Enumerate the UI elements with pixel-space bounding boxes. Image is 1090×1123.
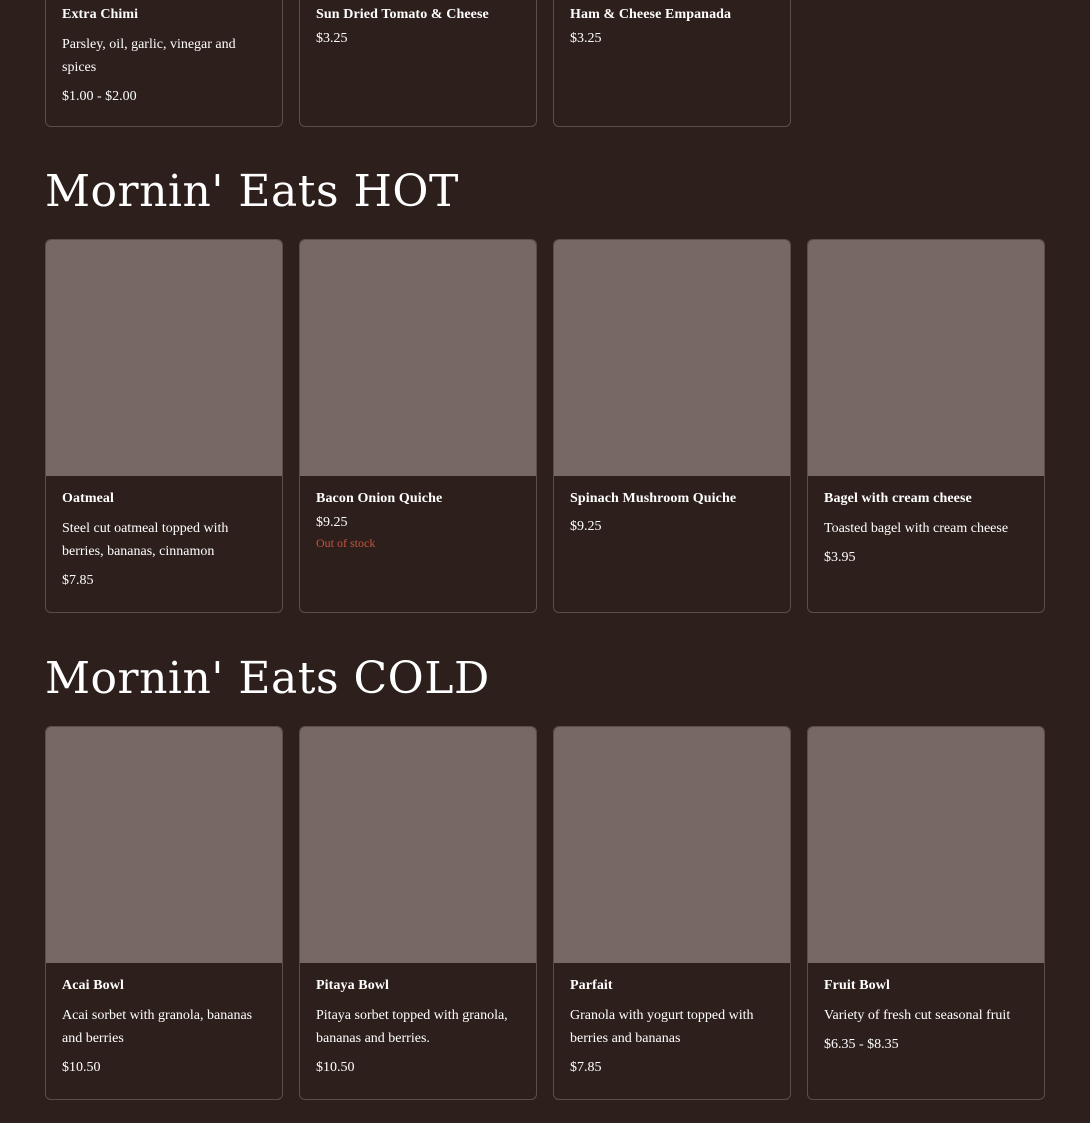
menu-item-card-parfait[interactable] [553, 726, 791, 1100]
item-name: Bacon Onion Quiche [316, 491, 443, 506]
item-price: $7.85 [62, 573, 94, 588]
item-image [46, 240, 282, 476]
item-image [808, 727, 1044, 963]
menu-item-card-oatmeal[interactable] [45, 239, 283, 613]
item-name: Bagel with cream cheese [824, 491, 972, 506]
item-price: $10.50 [62, 1060, 101, 1075]
section-title-hot: Mornin' Eats HOT [45, 166, 459, 217]
item-name: Sun Dried Tomato & Cheese [316, 7, 489, 22]
menu-item-card-pitaya-bowl[interactable] [299, 726, 537, 1100]
item-description: Parsley, oil, garlic, vinegar and spices [62, 37, 236, 75]
menu-item-card-fruit-bowl[interactable] [807, 726, 1045, 1100]
item-price: $10.50 [316, 1060, 355, 1075]
item-name: Pitaya Bowl [316, 978, 390, 993]
item-name: Fruit Bowl [824, 978, 890, 993]
menu-item-card-bagel[interactable] [807, 239, 1045, 613]
menu-item-card-spinach-mushroom-quiche[interactable] [553, 239, 791, 613]
item-description: Pitaya sorbet topped with granola, bananas and berries. [316, 1008, 508, 1046]
item-name: Parfait [570, 978, 613, 993]
item-price: $6.35 - $8.35 [824, 1037, 899, 1052]
item-description: Granola with yogurt topped with berries and bananas [570, 1008, 754, 1046]
item-image [554, 240, 790, 476]
item-image [300, 727, 536, 963]
item-price: $9.25 [570, 519, 602, 534]
item-price: $3.95 [824, 550, 856, 565]
item-description: Acai sorbet with granola, bananas and berries [62, 1008, 253, 1046]
menu-item-card[interactable] [299, 0, 537, 127]
item-price: $9.25 [316, 515, 348, 530]
item-image [808, 240, 1044, 476]
item-image [46, 727, 282, 963]
item-image [300, 240, 536, 476]
item-name: Spinach Mushroom Quiche [570, 491, 737, 506]
menu-item-card-bacon-onion-quiche[interactable] [299, 239, 537, 613]
item-description: Toasted bagel with cream cheese [824, 521, 1009, 536]
item-name: Acai Bowl [62, 978, 124, 993]
menu-item-card[interactable] [45, 0, 283, 127]
item-price: $3.25 [570, 31, 602, 46]
item-image [554, 727, 790, 963]
menu-item-card-acai-bowl[interactable] [45, 726, 283, 1100]
item-name: Extra Chimi [62, 7, 139, 22]
section-title-cold: Mornin' Eats COLD [45, 653, 490, 704]
item-description: Steel cut oatmeal topped with berries, bananas, cinnamon [62, 521, 229, 559]
item-name: Ham & Cheese Empanada [570, 7, 732, 22]
out-of-stock-label: Out of stock [316, 536, 376, 550]
item-price: $3.25 [316, 31, 348, 46]
item-price: $7.85 [570, 1060, 602, 1075]
item-price: $1.00 - $2.00 [62, 89, 137, 104]
menu-item-card[interactable] [553, 0, 791, 127]
item-description: Variety of fresh cut seasonal fruit [824, 1008, 1011, 1023]
item-name: Oatmeal [62, 491, 115, 506]
